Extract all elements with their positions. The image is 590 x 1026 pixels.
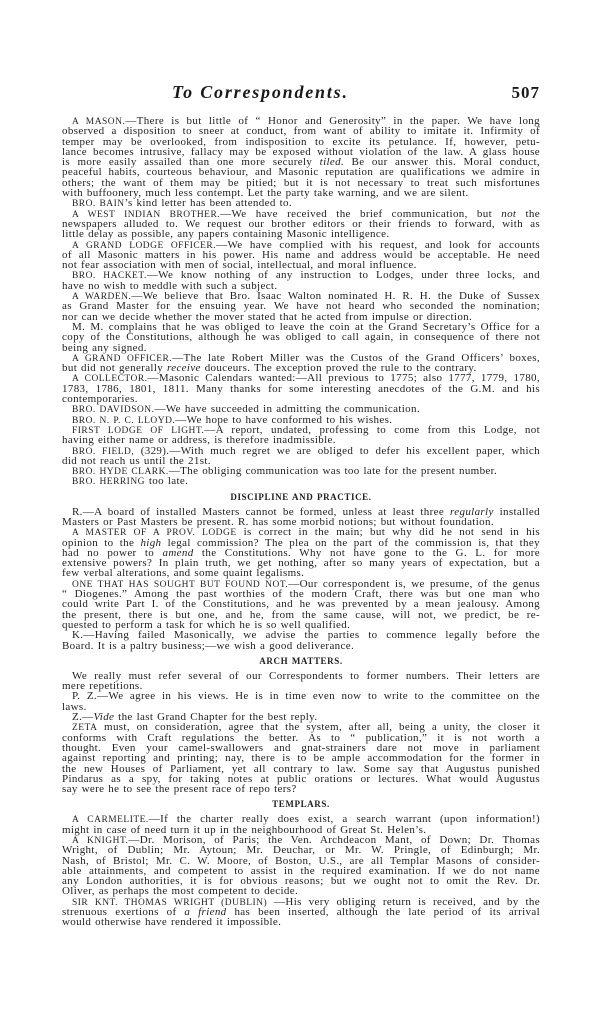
text-line: laws. <box>62 700 87 713</box>
text-run: R.—A board of installed Masters cannot be formed, unless at least three <box>72 505 451 518</box>
text-line: of all Masonic matters in his power. His name and address would be acceptable. He need <box>62 248 540 261</box>
text-line: K.—Having failed Masonically, we advise the parties to commence legally before the <box>72 629 540 642</box>
text-run: is more easily assailed than one more securely <box>62 156 320 169</box>
correspondent-name: A WARDEN. <box>72 292 132 303</box>
text-run: —We have succeeded in admitting the communication. <box>154 403 420 416</box>
text-run: —We know nothing of any instruction to Lodges, under three locks, and <box>146 269 540 282</box>
text-run: too late. <box>144 475 189 488</box>
text-line: not fear association with men of social, intellectual, and moral influence. <box>62 259 417 272</box>
text-line: little delay as possible, any papers containing Masonic intelligence. <box>62 228 390 241</box>
correspondent-name: FIRST LODGE OF LIGHT. <box>72 425 205 436</box>
text-run: installed <box>493 505 540 518</box>
correspondent-entry <box>62 353 540 374</box>
text-line: newspapers alluded to. We request our brother editors or their friends to forward, with as <box>62 217 540 230</box>
text-run: —If the charter really does exist, a search warrant (upon information!) <box>148 813 541 826</box>
correspondent-entry <box>62 466 540 476</box>
text-line <box>62 466 540 476</box>
text-line: copy of the Constitutions, although he was obliged to call again, in consequence of there not <box>62 331 540 344</box>
correspondent-name: BRO. HACKET. <box>72 271 147 282</box>
correspondent-entry <box>62 722 540 794</box>
correspondent-name: BRO. DAVIDSON. <box>72 405 155 416</box>
text-line: peaceful habits, courteous behaviour, and Masonic reputation are qualifications we admire in <box>62 166 540 179</box>
text-line: quested to perform a task for which he is so well qualified. <box>62 618 351 631</box>
text-line: Board. It is a paltry business;—we wish a good deliverance. <box>62 639 355 652</box>
text-run: —The obliging communication was too late for the present number. <box>168 465 498 478</box>
text-line: temper may be overlooked, from indisposition to excite its petulance. If, however, petu- <box>62 135 540 148</box>
text-run: —We hope to have conformed to his wishes. <box>175 413 393 426</box>
text-section <box>62 651 540 795</box>
correspondent-name: A GRAND OFFICER. <box>72 353 173 364</box>
text-run: ’s kind letter has been attended to. <box>124 197 292 210</box>
italic-run: Vide <box>93 711 115 724</box>
text-line: few verbal alterations, and some quaint legalisms. <box>62 567 305 580</box>
text-run: the Constitutions. Why not have gone to the G. L. for more <box>193 546 541 559</box>
italic-run: amend <box>162 546 194 559</box>
correspondent-entry <box>62 579 540 630</box>
text-line: We really must refer several of our Correspondents to former numbers. Their letters are <box>72 669 540 682</box>
text-line: have no wish to meddle with such a subject. <box>62 279 278 292</box>
text-run: the last Grand Chapter for the best reply. <box>114 711 318 724</box>
text-run: the <box>516 207 540 220</box>
italic-run: regularly <box>450 505 494 518</box>
correspondent-entry <box>62 240 540 271</box>
correspondent-name: BRO. HYDE CLARK. <box>72 467 169 478</box>
text-run: —His very obliging return is received, and by the <box>267 895 540 908</box>
text-run: strenuous exertions of <box>62 906 185 919</box>
text-line: Oliver, as perhaps the most competent to decide. <box>62 885 299 898</box>
text-line: Pindarus as a spy, for taking notes at public orations or lectures. What would Augustus <box>62 772 540 785</box>
text-run: —Masonic Calendars wanted:—All previous to 1775; also 1777, 1779, 1780, <box>147 372 540 385</box>
correspondent-entry <box>62 814 540 835</box>
correspondent-name: ZETA <box>72 723 98 734</box>
text-run: —We believe that Bro. Isaac Walton nominated H. R. H. the Duke of Sussex <box>131 290 540 303</box>
section-heading: TEMPLARS. <box>272 799 330 810</box>
italic-run: receive <box>167 362 201 375</box>
text-line: any London authorities, it is for obvious reasons; but we ought not to omit the Rev. Dr. <box>62 875 540 888</box>
text-run: —There is but little of “ Honor and Generosity” in the paper. We have long <box>125 115 540 127</box>
text-run: legal commission? The plea on the part of the commission is, that they <box>161 536 540 549</box>
running-title: To Correspondents. <box>172 82 349 102</box>
correspondent-entry <box>62 322 540 353</box>
text-run: —We have complied with his request, and look for accounts <box>216 238 540 251</box>
correspondent-entry <box>62 446 540 467</box>
correspondent-name: BRO. BAIN <box>72 199 125 210</box>
italic-run: tiled. <box>319 156 345 169</box>
italic-run: not <box>501 207 517 220</box>
text-run: Z.— <box>72 711 94 724</box>
text-run: but did not generally <box>62 362 167 375</box>
correspondent-entry <box>62 527 540 578</box>
correspondent-entry <box>62 425 540 446</box>
correspondent-entry <box>62 373 540 404</box>
correspondent-entry <box>62 630 540 651</box>
correspondent-name: ONE THAT HAS SOUGHT BUT FOUND NOT. <box>72 579 289 590</box>
correspondent-name: A CARMELITE. <box>72 815 149 826</box>
text-section <box>62 487 540 651</box>
text-line: might in case of need turn it up in the neighbourhood of Great St. Helen’s. <box>62 823 427 836</box>
text-section <box>62 794 540 927</box>
text-run: douceurs. The exception proved the rule to the contrary. <box>200 362 477 375</box>
text-line: “ Diogenes.” Among the past worthies of the modern Craft, there was but one man who <box>62 588 540 601</box>
text-line: say were he to see the present race of repo ters? <box>62 783 297 796</box>
text-run: —A report, undated, professing to come from this Lodge, not <box>204 423 540 436</box>
text-line: conforms with Craft regulations the better. As to “ publication,” it is not worth a <box>62 731 540 744</box>
text-section <box>62 116 540 487</box>
correspondent-entry <box>62 671 540 692</box>
correspondent-entry <box>62 476 540 486</box>
text-line: thought. Even your camel-swallowers and gnat-strainers dare not move in parliament <box>62 741 540 754</box>
text-line: would otherwise have rendered it impossible. <box>62 916 282 929</box>
italic-run: a friend <box>184 906 227 919</box>
correspondent-name: A COLLECTOR. <box>72 374 148 385</box>
correspondents-text-block <box>62 116 540 928</box>
page-number: 507 <box>511 83 540 102</box>
text-run: must, on consideration, agree that the system, after all, being a unity, the closer it <box>97 721 540 734</box>
text-run: had no power to <box>62 546 163 559</box>
text-run: (329).—With much regret we are obliged to defer his excellent paper, which <box>134 444 541 457</box>
text-run: —Dr. Morison, of Paris; the Ven. Archdeacon Mant, of Down; Dr. Thomas <box>128 834 540 846</box>
text-run: has been inserted, although the late period of its arrival <box>226 906 540 919</box>
text-run: is correct in the main; but why did he not send in his <box>236 526 540 539</box>
text-run: —Our correspondent is, we presume, of the genus <box>288 577 541 590</box>
text-line: could write Part I. of the Constitutions, and he was prevented by a mean jealousy. Among <box>62 598 540 611</box>
correspondent-entry <box>62 691 540 712</box>
text-run: Be our answer this. Moral conduct, <box>344 156 540 169</box>
text-line: did not reach us until the 21st. <box>62 454 211 467</box>
text-line: nor can we decide whether the mover stated that he acted from impulse or direction. <box>62 310 473 323</box>
text-line: others; the want of them may be pitied; but it is not necessary to treat such misfortunes <box>62 176 540 189</box>
text-line: Wright, of Dublin; Mr. Aytoun; Mr. Deuchar, or Mr. W. Pringle, of Edinburgh; Mr. <box>62 844 540 857</box>
correspondent-entry <box>62 291 540 322</box>
text-line: extensive powers? In plain truth, we get nothing, after so many years of expectation, but a <box>62 557 540 570</box>
text-line <box>62 476 540 486</box>
text-line: being any signed. <box>62 341 147 354</box>
correspondent-name: SIR KNT. THOMAS WRIGHT (DUBLIN) <box>72 897 268 908</box>
section-heading: DISCIPLINE AND PRACTICE. <box>230 491 372 502</box>
correspondent-name: BRO. N. P. C. LLOYD. <box>72 415 176 426</box>
text-line: mere repetitions. <box>62 680 143 693</box>
text-line: observed a disposition to sneer at conduct, from want of ability to imitate it. Infirmity of <box>62 125 540 138</box>
text-line: Masters or Past Masters be present. R. has some morbid notions; but without foundation. <box>62 515 494 528</box>
text-line: lance becomes intrusive, fallacy may be exposed without violation of the law. A glass house <box>62 145 540 158</box>
text-line: the new Houses of Parliament, yet all contrary to law. Some say that Augustus punished <box>62 762 540 775</box>
text-run: opinion to the <box>62 536 141 549</box>
italic-run: high <box>140 536 162 549</box>
correspondent-entry <box>62 897 540 928</box>
correspondent-name: A KNIGHT. <box>72 836 129 846</box>
text-run: —We have received the brief communication, but <box>220 207 502 220</box>
correspondent-name: A MASTER OF A PROV. LODGE <box>72 528 237 539</box>
section-heading: ARCH MATTERS. <box>259 655 343 666</box>
text-line: as Grand Master for the ensuing year. We have not heard who seconded the nomination; <box>62 300 540 313</box>
correspondent-name: BRO. HERRING <box>72 477 145 488</box>
correspondent-name: BRO. FIELD, <box>72 446 135 457</box>
text-line: the present, there is but one, and he, from the same cause, will not, we predict, be re- <box>62 608 540 621</box>
correspondent-name: A WEST INDIAN BROTHER. <box>72 209 221 220</box>
correspondent-entry <box>62 116 540 198</box>
text-line: with buffoonery, much less contempt. Let the party take warning, and we are silent. <box>62 187 469 200</box>
correspondent-entry <box>62 507 540 528</box>
text-line: Nash, of Bristol; Mr. C. W. Moore, of Boston, U.S., are all Templar Masons of consider- <box>62 854 540 867</box>
correspondent-name: A GRAND LODGE OFFICER. <box>72 240 217 251</box>
text-line: 1783, 1786, 1801, 1811. Many thanks for some interesting anecdotes of the G.M. and his <box>62 382 540 395</box>
text-line: P. Z.—We agree in his views. He is in time even now to write to the committee on the <box>72 690 540 703</box>
text-line: able attainments, and competent to assist in the required examination. If we do not name <box>62 864 540 877</box>
text-line: contemporaries. <box>62 393 138 406</box>
text-line: having either name or address, is therefore inadmissible. <box>62 434 336 447</box>
correspondent-entry <box>62 209 540 240</box>
correspondent-name: A MASON. <box>72 117 126 127</box>
correspondent-entry <box>62 835 540 897</box>
text-line: M. M. complains that he was obliged to leave the coin at the Grand Secretary’s Office for a <box>72 320 540 333</box>
text-run: —The late Robert Miller was the Custos of the Grand Officers’ boxes, <box>172 351 540 364</box>
text-line: against reporting and printing; nay, there is to be ample accommodation for the former in <box>62 752 540 765</box>
correspondent-entry <box>62 270 540 291</box>
